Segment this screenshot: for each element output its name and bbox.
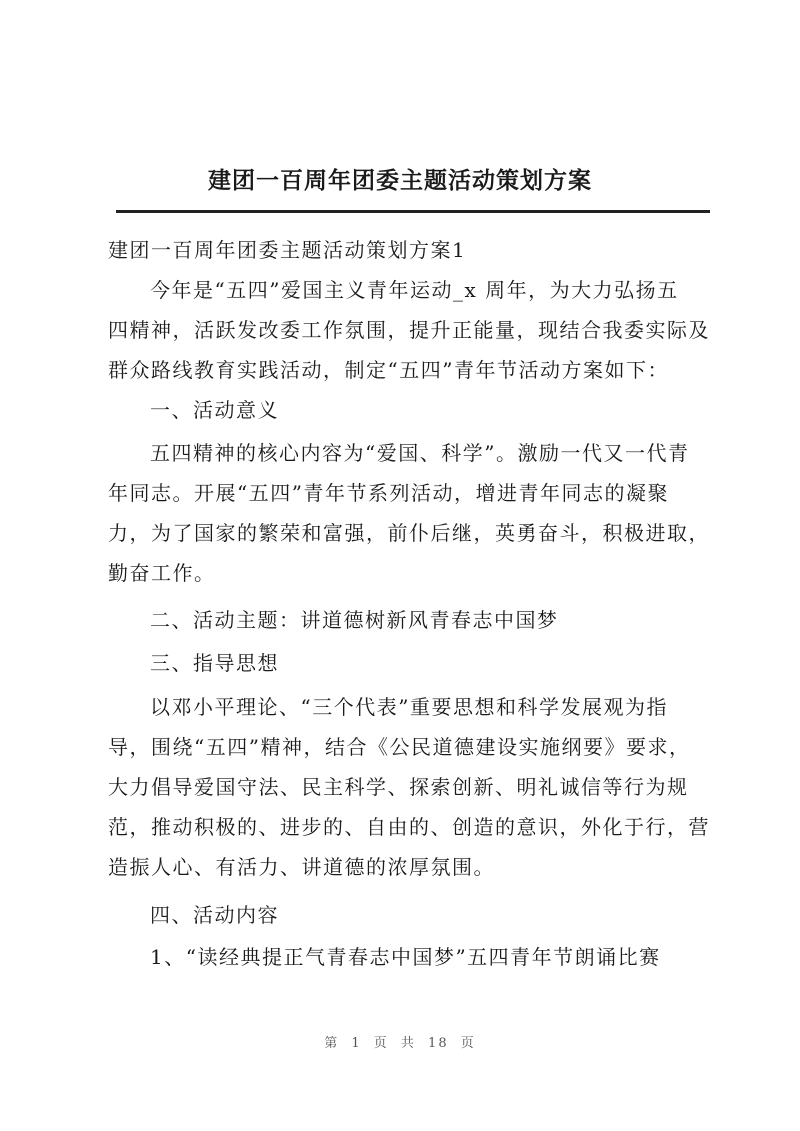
title-underline xyxy=(116,210,710,213)
paragraph-line: 以邓小平理论、“三个代表”重要思想和科学发展观为指 xyxy=(150,695,668,719)
heading-text: 四、活动内容 xyxy=(150,903,279,927)
paragraph-significance xyxy=(108,433,708,593)
paragraph-line: 今年是“五四”爱国主义青年运动_x 周年，为大力弘扬五 xyxy=(150,278,679,302)
paragraph-line: 群众路线教育实践活动，制定“五四”青年节活动方案如下： xyxy=(108,358,669,382)
paragraph-line: 力，为了国家的繁荣和富强，前仆后继，英勇奋斗，积极进取， xyxy=(108,521,710,545)
document-title: 建团一百周年团委主题活动策划方案 xyxy=(208,167,592,194)
heading-text: 二、活动主题：讲道德树新风青春志中国梦 xyxy=(150,608,559,632)
section-heading-significance xyxy=(108,390,708,430)
paragraph-line: 导，围绕“五四”精神，结合《公民道德建设实施纲要》要求， xyxy=(108,735,691,759)
paragraph-line: 范，推动积极的、进步的、自由的、创造的意识，外化于行，营 xyxy=(108,815,710,839)
item-text: 1、“读经典提正气青春志中国梦”五四青年节朗诵比赛 xyxy=(150,945,661,969)
paragraph-line: 勤奋工作。 xyxy=(108,561,216,585)
section-heading-content xyxy=(108,895,708,935)
paragraph-line: 造振人心、有活力、讲道德的浓厚氛围。 xyxy=(108,855,495,879)
paragraph-line: 大力倡导爱国守法、民主科学、探索创新、明礼诚信等行为规 xyxy=(108,775,689,799)
heading-text: 三、指导思想 xyxy=(150,651,279,675)
paragraph-line: 年同志。开展“五四”青年节系列活动，增进青年同志的凝聚 xyxy=(108,481,669,505)
paragraph-guidance xyxy=(108,687,708,887)
heading-text: 一、活动意义 xyxy=(150,398,279,422)
paragraph-line: 四精神，活跃发改委工作氛围，提升正能量，现结合我委实际及 xyxy=(108,318,710,342)
section-heading-theme xyxy=(108,600,708,640)
content-item-1 xyxy=(108,937,708,977)
page-number-footer: 第 1 页 共 18 页 xyxy=(324,1036,476,1051)
section-heading-guidance xyxy=(108,643,708,683)
paragraph-intro xyxy=(108,270,708,390)
document-subtitle: 建团一百周年团委主题活动策划方案1 xyxy=(108,238,467,262)
paragraph-line: 五四精神的核心内容为“爱国、科学”。激励一代又一代青 xyxy=(150,441,690,465)
